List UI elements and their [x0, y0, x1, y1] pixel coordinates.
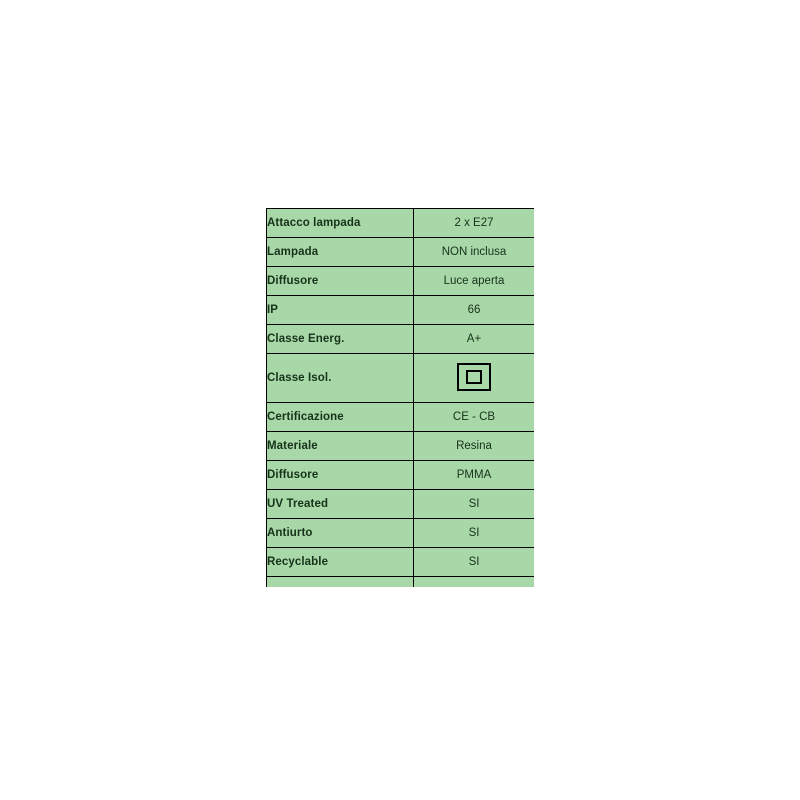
- class-2-double-insulation-icon: [457, 363, 491, 391]
- table-row: [267, 548, 535, 577]
- spec-value: SI: [414, 548, 535, 577]
- table-row: [267, 325, 535, 354]
- spec-label: UV Treated: [267, 490, 414, 519]
- spec-label: IP: [267, 296, 414, 325]
- table-row: [267, 461, 535, 490]
- spec-label: [267, 577, 414, 588]
- spec-value: SI: [414, 490, 535, 519]
- spec-value: A+: [414, 325, 535, 354]
- spec-label: Attacco lampada: [267, 209, 414, 238]
- spec-value: Resina: [414, 432, 535, 461]
- spec-value: 2 x E27: [414, 209, 535, 238]
- table-row: [267, 354, 535, 403]
- spec-label: Lampada: [267, 238, 414, 267]
- specification-table-body: [267, 209, 535, 588]
- table-row-clipped: [267, 577, 535, 588]
- table-row: [267, 238, 535, 267]
- spec-value: 66: [414, 296, 535, 325]
- table-row: [267, 267, 535, 296]
- spec-label: Classe Isol.: [267, 354, 414, 403]
- spec-label: Antiurto: [267, 519, 414, 548]
- table-row: [267, 403, 535, 432]
- table-row: [267, 519, 535, 548]
- spec-value: CE - CB: [414, 403, 535, 432]
- table-row: [267, 209, 535, 238]
- spec-label: Diffusore: [267, 461, 414, 490]
- spec-label: Classe Energ.: [267, 325, 414, 354]
- spec-value: Luce aperta: [414, 267, 535, 296]
- spec-value: SI: [414, 519, 535, 548]
- specification-table-container: [266, 208, 534, 588]
- table-row: [267, 490, 535, 519]
- spec-value: PMMA: [414, 461, 535, 490]
- spec-value: NON inclusa: [414, 238, 535, 267]
- table-row: [267, 296, 535, 325]
- table-row: [267, 432, 535, 461]
- spec-label: Recyclable: [267, 548, 414, 577]
- specification-table: [266, 208, 534, 587]
- spec-value: [414, 577, 535, 588]
- spec-value-icon-cell: [414, 354, 535, 403]
- spec-label: Certificazione: [267, 403, 414, 432]
- spec-label: Diffusore: [267, 267, 414, 296]
- spec-label: Materiale: [267, 432, 414, 461]
